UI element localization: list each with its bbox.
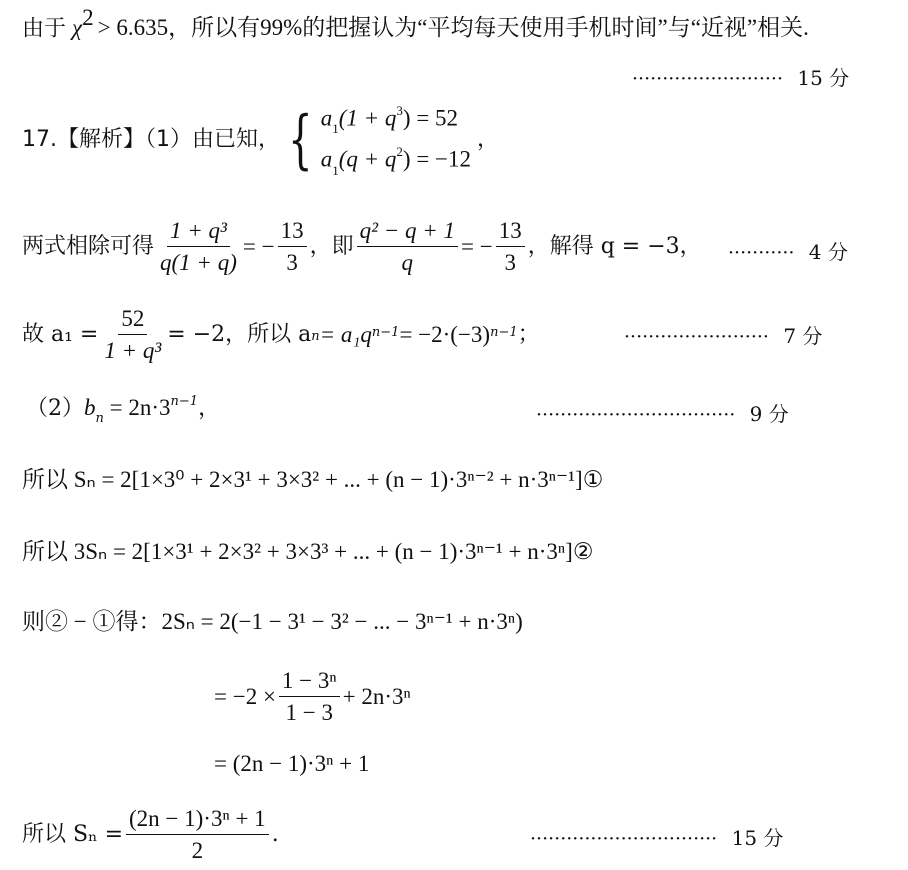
fraction-3: $\frac{\text{q² − q + 1}}{q}$ [357,218,458,276]
score-value: 15 分 [797,66,850,90]
exponent: n−1 [170,393,199,409]
exponent-1: n−1 [371,325,400,341]
final-prefix: 所以 Sₙ = [22,821,124,847]
subscript-n: n [311,329,320,345]
step-suffix: ，解得 q = −3， [527,233,702,259]
equation-1: $a_1(1 + q^3) = 52$ [320,103,459,137]
sn-expansion: 所以 Sₙ = 2[1×3⁰ + 2×3¹ + 3×3² + ... + (n − 1)·3ⁿ⁻² + n·3ⁿ⁻¹]① [22,467,604,492]
tail-comma: ， [477,127,500,153]
score-line1 [632,62,849,91]
final-suffix: . [271,821,279,847]
part-2-label: （2） [26,396,84,421]
score-line3 [728,236,848,265]
exponent-2: n−1 [490,325,518,341]
equals-1: = − [242,234,275,260]
score-line11 [530,822,783,851]
text-prefix: 由于 [22,16,67,42]
b-symbol: b [84,395,96,420]
score-line4 [624,320,822,349]
leader-dots: ································· [536,404,736,426]
bn-definition [26,393,221,427]
problem-number: 17.【解析】（1）由已知， [22,127,280,153]
fraction-1: $\frac{\text{1 + q³}}{q(1 + q)}$ [160,218,237,276]
score-value: 15 分 [731,826,784,850]
subscript-n: n [95,411,104,427]
score-value: 7 分 [783,324,823,348]
left-brace: { [288,103,313,178]
a1-result [22,306,540,364]
3sn-expansion: 所以 3Sₙ = 2[1×3¹ + 2×3² + 3×3³ + ... + (n − 1)·3ⁿ⁻¹ + n·3ⁿ]② [22,539,594,564]
geometric-fraction: $\frac{\text{1 − 3ⁿ}}{1 - 3}$ [279,668,340,726]
problem-17-header [22,103,500,178]
step-mid: ，即 [309,233,354,259]
score-value: 9 分 [749,402,789,426]
final-result [22,806,279,864]
chi-square-conclusion [22,5,809,42]
an-formula: = a₁q [319,322,372,348]
step-suffix: + 2n·3ⁿ [342,684,411,710]
geometric-sum-step [214,668,411,726]
leader-dots: ························ [624,326,769,348]
subtraction-step: 则② − ①得：2Sₙ = 2(−1 − 3¹ − 3² − ... − 3ⁿ⁻¹ + n·3ⁿ) [22,609,523,634]
final-fraction: $\frac{\text{(2n − 1)·3ⁿ + 1}}{2}$ [126,806,269,864]
fraction-4: $\frac{13}{3}$ [496,218,525,276]
step-prefix: = −2 × [214,684,276,710]
leader-dots: ························· [632,68,783,90]
fraction-2: $\frac{13}{3}$ [278,218,307,276]
leader-dots: ······························· [530,828,718,850]
a1-suffix: ； [517,321,540,347]
bn-suffix: ， [198,396,221,421]
equation-2: $a_1(q + q^2) = -12$ [320,144,472,178]
division-step [22,218,702,276]
score-value: 4 分 [808,240,848,264]
leader-dots: ··········· [728,242,795,264]
conclusion-text: > 6.635，所以有99%的把握认为“平均每天使用手机时间”与“近视”相关. [97,15,809,41]
bn-formula: = 2n·3 [103,395,171,420]
step-prefix: 两式相除可得 [22,233,155,259]
score-line5 [536,398,789,427]
chi-exponent: 2 [82,5,94,30]
equals-2: = − [461,234,493,260]
a1-mid: = −2，所以 a [167,321,312,347]
simplified-step: = (2n − 1)·3ⁿ + 1 [214,751,370,776]
a1-fraction: $\frac{52}{\text{1 + q³}}$ [104,306,162,364]
an-value: = −2·(−3) [399,322,491,348]
chi-symbol: χ [72,15,83,41]
equation-system [320,103,472,178]
a1-prefix: 故 a₁ = [22,321,99,347]
